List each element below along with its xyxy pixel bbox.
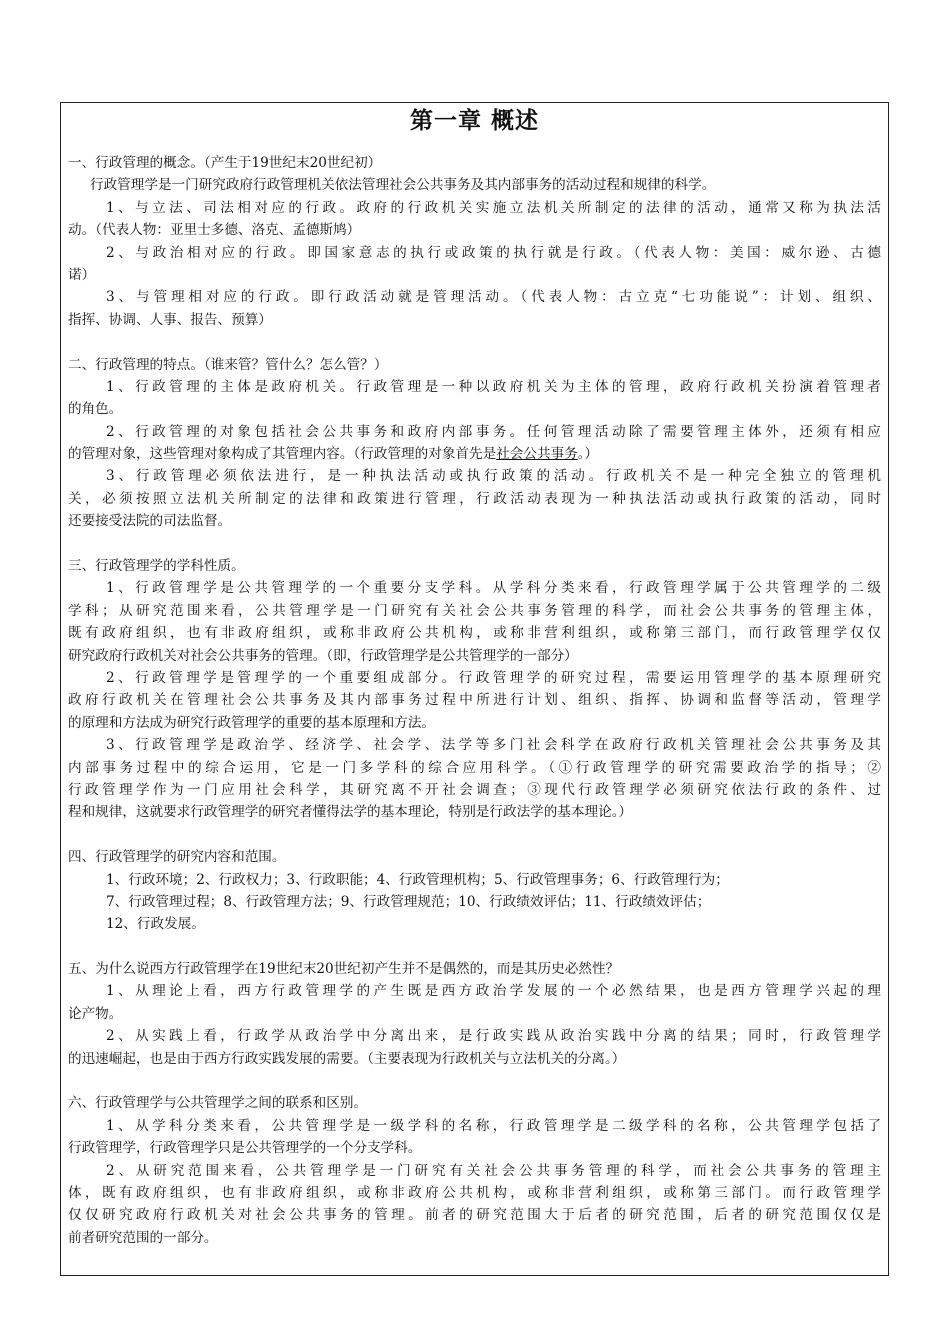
section-1-heading: 一、行政管理的概念。（产生于19世纪末20世纪初） [68,155,382,171]
section-2-p1-line: 的角色。 [68,401,123,418]
section-6-p2-line: 前者研究范围的一部分。 [68,1229,218,1246]
section-6-p1-line: 1、从学科分类来看，公共管理学是一级学科的名称，行政管理学是二级学科的名称，公共管理学包括了 [106,1117,881,1134]
section-6-p2-line: 体，既有政府组织，也有非政府组织，或称非政府公共机构，或称非营利组织，或称第三部门。而行政管理学 [68,1184,881,1201]
section-3-p3-line: 行政管理学作为一门应用社会科学，其研究离不开社会调查；③现代行政管理学必须研究依法行政的条件、过 [68,781,881,798]
section-1-p2-line: 诺） [68,266,96,283]
section-2-p2-line [68,443,881,465]
section-4-list-line: 7、行政管理过程；8、行政管理方法；9、行政管理规范；10、行政绩效评估；11、行政绩效评估； [106,893,711,910]
underlined-term: 社会公共事务 [496,446,578,463]
section-3-p2-line: 的原理和方法成为研究行政管理学的重要的基本原理和方法。 [68,714,436,731]
section-2-p2-line: 2、行政管理的对象包括社会公共事务和政府内部事务。任何管理活动除了需要管理主体外，还须有相应 [106,423,881,440]
section-1-p1-line: 1、与立法、司法相对应的行政。政府的行政机关实施立法机关所制定的法律的活动，通常又称为执法活 [106,199,881,216]
section-2-p2-text: 的管理对象，这些管理对象构成了其管理内容。（行政管理的对象首先是 [68,446,497,463]
section-5-p1-line: 1、从理论上看，西方行政管理学的产生既是西方政治学发展的一个必然结果，也是西方管理学兴起的理 [106,983,881,1000]
section-2-p2-text: 。） [577,446,599,463]
section-3-p1-line: 学科；从研究范围来看，公共管理学是一门研究有关社会公共事务管理的科学，而社会公共事务的管理主体， [68,602,881,619]
section-1-p1-line: 动。（代表人物：亚里士多德、洛克、孟德斯鸠） [68,222,361,239]
section-5-heading: 五、为什么说西方行政管理学在19世纪末20世纪初产生并不是偶然的，而是其历史必然性？ [68,961,620,978]
section-3-p1-line: 1、行政管理学是公共管理学的一个重要分支学科。从学科分类来看，行政管理学属于公共管理学的二级 [106,580,881,597]
section-2-p1-line: 1、行政管理的主体是政府机关。行政管理是一种以政府机关为主体的管理，政府行政机关扮演着管理者 [106,378,881,395]
section-4-heading: 四、行政管理学的研究内容和范围。 [68,849,286,866]
section-3-p2-line: 政府行政机关在管理社会公共事务及其内部事务过程中所进行计划、组织、指挥、协调和监督等活动，管理学 [68,692,881,709]
section-4-list-line: 12、行政发展。 [106,916,205,933]
section-2-p3-line: 3、行政管理必须依法进行，是一种执法活动或执行政策的活动。行政机关不是一种完全独立的管理机 [106,468,881,485]
document-body [68,104,881,1249]
section-1-p2-line: 2、与政治相对应的行政。即国家意志的执行或政策的执行就是行政。（代表人物：美国：威尔逊、古德 [106,244,881,261]
section-2-heading: 二、行政管理的特点。（谁来管？管什么？怎么管？） [68,356,388,373]
chapter-title: 第一章 概述 [409,107,539,134]
section-6-p2-line: 2、从研究范围来看，公共管理学是一门研究有关社会公共事务管理的科学，而社会公共事务的管理主 [106,1162,881,1179]
section-5-p2-line: 2、从实践上看，行政学从政治学中分离出来，是行政实践从政治实践中分离的结果；同时，行政管理学 [106,1028,881,1045]
section-1-p3-line: 指挥、协调、人事、报告、预算） [68,311,272,328]
section-4-list-line: 1、行政环境；2、行政权力；3、行政职能；4、行政管理机构；5、行政管理事务；6、行政管理行为； [106,871,729,888]
section-3-p1-line: 既有政府组织，也有非政府组织，或称非政府公共机构，或称非营利组织，或称第三部门，而行政管理学仅仅 [68,625,881,642]
section-3-p3-line: 3、行政管理学是政治学、经济学、社会学、法学等多门社会科学在政府行政机关管理社会公共事务及其 [106,737,881,754]
section-5-p2-line: 的迅速崛起，也是由于西方行政实践发展的需要。（主要表现为行政机关与立法机关的分离。） [68,1050,626,1067]
section-6-heading: 六、行政管理学与公共管理学之间的联系和区别。 [68,1095,368,1112]
section-5-p1-line: 论产物。 [68,1005,123,1022]
section-3-heading: 三、行政管理学的学科性质。 [68,558,245,575]
section-6-p1-line: 行政管理学，行政管理学只是公共管理学的一个分支学科。 [68,1140,422,1157]
section-1-intro: 行政管理学是一门研究政府行政管理机关依法管理社会公共事务及其内部事务的活动过程和规律的科学。 [90,177,716,194]
section-3-p3-line: 程和规律，这就要求行政管理学的研究者懂得法学的基本理论，特别是行政法学的基本理论。） [68,804,633,821]
section-3-p3-line: 内部事务过程中的综合运用，它是一门多学科的综合应用科学。（①行政管理学的研究需要政治学的指导；② [68,759,881,776]
section-2-p3-line: 关，必须按照立法机关所制定的法律和政策进行管理，行政活动表现为一种执法活动或执行政策的活动，同时 [68,490,881,507]
section-2-p3-line: 还要接受法院的司法监督。 [68,513,232,530]
section-3-p1-line: 研究政府行政机关对社会公共事务的管理。（即，行政管理学是公共管理学的一部分） [68,647,578,664]
section-3-p2-line: 2、行政管理学是管理学的一个重要组成部分。行政管理学的研究过程，需要运用管理学的基本原理研究 [106,669,881,686]
section-6-p2-line: 仅仅研究政府行政机关对社会公共事务的管理。前者的研究范围大于后者的研究范围，后者的研究范围仅仅是 [68,1207,881,1224]
section-1-p3-line: 3、与管理相对应的行政。即行政活动就是管理活动。（代表人物：古立克“七功能说”：计划、组织、 [106,289,881,306]
